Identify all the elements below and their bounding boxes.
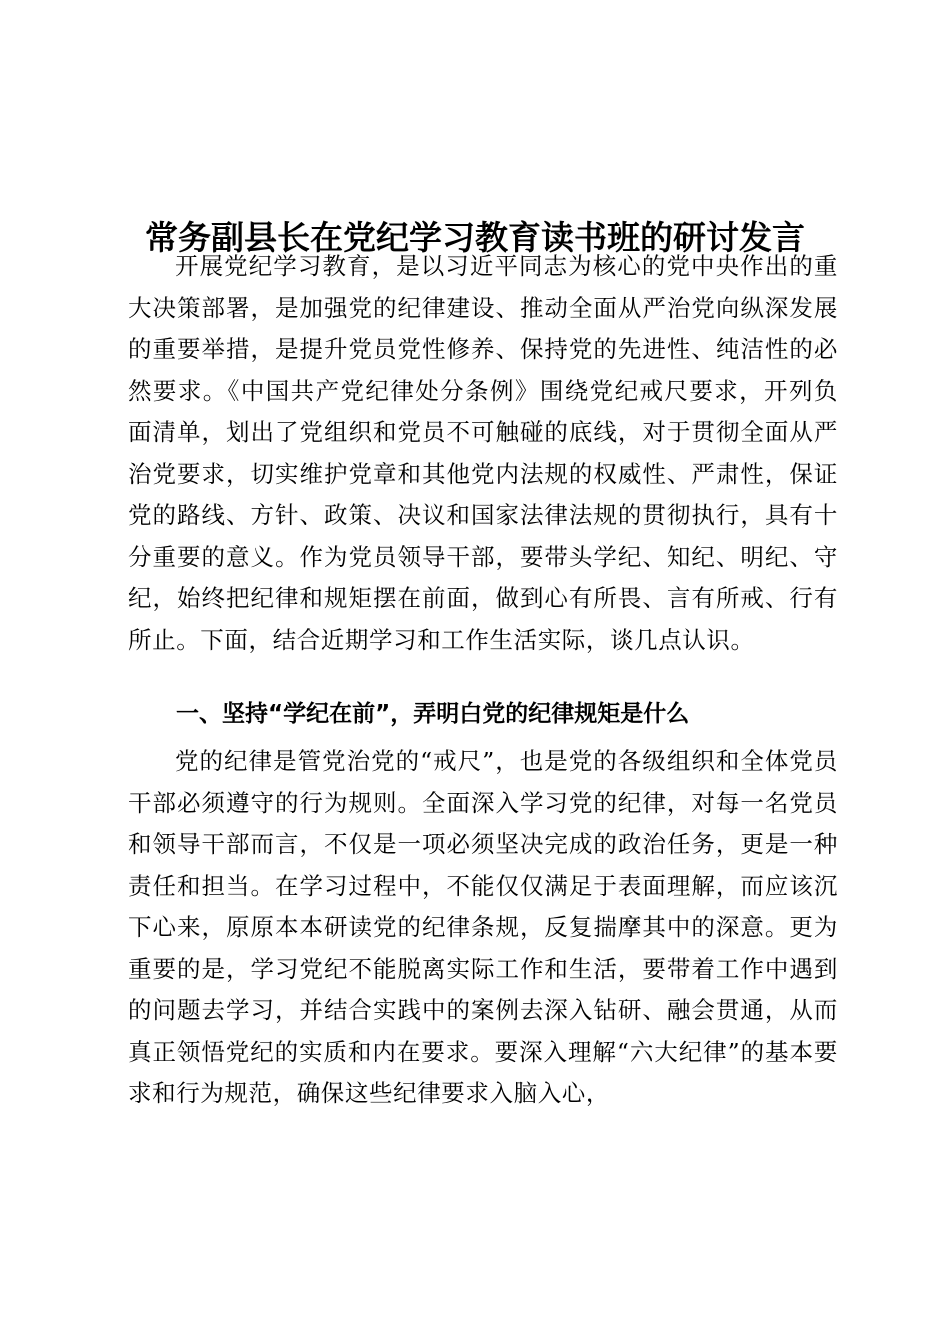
section-heading-1: 一、坚持“学纪在前”，弄明白党的纪律规矩是什么 xyxy=(176,701,690,727)
intro-paragraph: 开展党纪学习教育，是以习近平同志为核心的党中央作出的重大决策部署，是加强党的纪律建设、推动全面从严治党向纵深发展的重要举措，是提升党员党性修养、保持党的先进性、纯洁性的必然要求。《中国共产党纪律处分条例》围绕党纪戒尺要求，开列负面清单，划出了党组织和党员不可触碰的底线，对于贯彻全面从严治党要求，切实维护党章和其他党内法规的权威性、严肃性，保证党的路线、方针、政策、决议和国家法律法规的贯彻执行，具有十分重要的意义。作为党员领导干部，要带头学纪、知纪、明纪、守纪，始终把纪律和规矩摆在前面，做到心有所畏、言有所戒、行有所止。下面，结合近期学习和工作生活实际，谈几点认识。 xyxy=(128,252,838,654)
section-1-paragraph: 党的纪律是管党治党的“戒尺”，也是党的各级组织和全体党员干部必须遵守的行为规则。全面深入学习党的纪律，对每一名党员和领导干部而言，不仅是一项必须坚决完成的政治任务，更是一种责任和担当。在学习过程中，不能仅仅满足于表面理解，而应该沉下心来，原原本本研读党的纪律条规，反复揣摩其中的深意。更为重要的是，学习党纪不能脱离实际工作和生活，要带着工作中遇到的问题去学习，并结合实践中的案例去深入钻研、融会贯通，从而真正领悟党纪的实质和内在要求。要深入理解“六大纪律”的基本要求和行为规范，确保这些纪律要求入脑入心， xyxy=(128,747,838,1107)
document-title: 常务副县长在党纪学习教育读书班的研讨发言 xyxy=(145,218,805,258)
